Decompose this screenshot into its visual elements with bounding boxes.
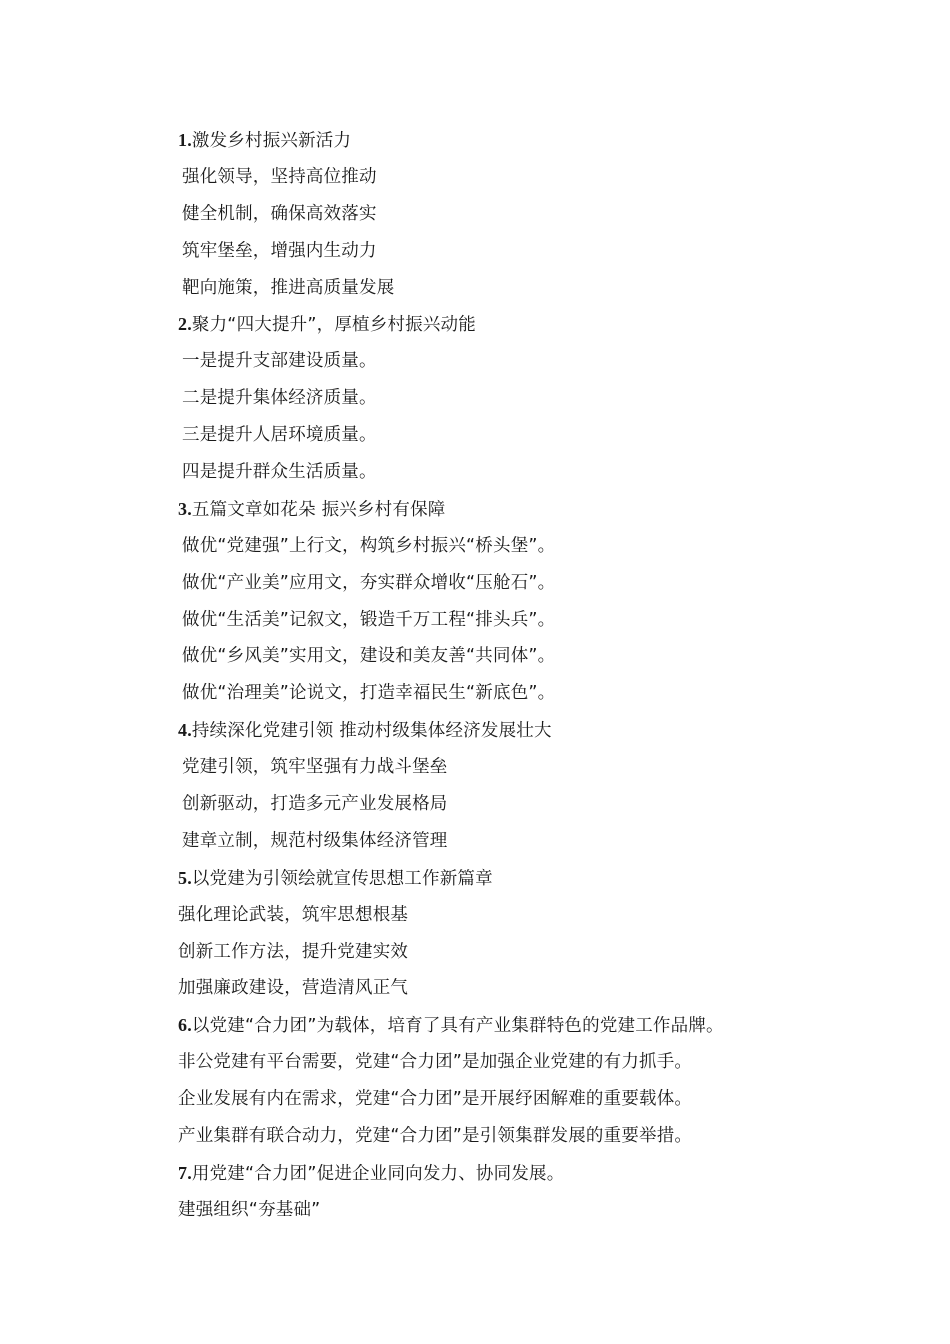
section-title: 用党建“合力团”促进企业同向发力、协同发展。 — [191, 1163, 565, 1184]
list-item: 非公党建有平台需要，党建“合力团”是加强企业党建的有力抓手。 — [178, 1052, 693, 1073]
section-number: 5. — [178, 867, 192, 888]
list-item: 四是提升群众生活质量。 — [182, 462, 377, 483]
list-item: 建章立制，规范村级集体经济管理 — [182, 830, 448, 851]
list-item: 靶向施策，推进高质量发展 — [182, 277, 395, 298]
list-item: 建强组织“夯基础” — [178, 1199, 321, 1220]
section-title: 聚力“四大提升”，厚植乡村振兴动能 — [191, 315, 476, 336]
list-item: 加强廉政建设，营造清风正气 — [178, 978, 409, 999]
list-item: 做优“党建强”上行文，构筑乡村振兴“桥头堡”。 — [182, 535, 556, 556]
section-number: 2. — [178, 314, 192, 335]
document-body — [178, 122, 878, 1229]
section-title: 以党建“合力团”为载体，培育了具有产业集群特色的党建工作品牌。 — [191, 1016, 724, 1037]
section-number: 1. — [178, 130, 192, 150]
list-item: 筑牢堡垒，增强内生动力 — [182, 240, 377, 261]
list-item: 创新工作方法，提升党建实效 — [178, 941, 409, 962]
list-item: 二是提升集体经济质量。 — [182, 388, 377, 409]
section-heading-2 — [178, 306, 878, 343]
list-item: 创新驱动，打造多元产业发展格局 — [182, 794, 448, 815]
section-title: 五篇文章如花朵 振兴乡村有保障 — [191, 499, 446, 520]
list-item: 做优“乡风美”实用文，建设和美友善“共同体”。 — [182, 646, 556, 667]
list-item: 产业集群有联合动力，党建“合力团”是引领集群发展的重要举措。 — [178, 1126, 693, 1147]
section-heading-7 — [178, 1155, 878, 1192]
list-item: 强化领导，坚持高位推动 — [182, 166, 377, 187]
list-item: 做优“产业美”应用文，夯实群众增收“压舱石”。 — [182, 572, 556, 593]
list-item: 做优“生活美”记叙文，锻造千万工程“排头兵”。 — [182, 609, 556, 630]
list-item: 一是提升支部建设质量。 — [182, 351, 377, 372]
list-item: 做优“治理美”论说文，打造幸福民生“新底色”。 — [182, 683, 556, 704]
section-number: 4. — [178, 720, 192, 741]
list-item: 三是提升人居环境质量。 — [182, 425, 377, 446]
section-heading-5 — [178, 860, 878, 897]
section-title: 持续深化党建引领 推动村级集体经济发展壮大 — [191, 721, 552, 742]
list-item: 企业发展有内在需求，党建“合力团”是开展纾困解难的重要载体。 — [178, 1089, 693, 1110]
list-item: 健全机制，确保高效落实 — [182, 203, 377, 224]
section-heading-1 — [178, 122, 878, 159]
section-number: 6. — [178, 1015, 192, 1036]
section-number: 3. — [178, 498, 192, 519]
section-number: 7. — [178, 1162, 192, 1183]
section-heading-6 — [178, 1007, 878, 1044]
list-item: 党建引领，筑牢坚强有力战斗堡垒 — [182, 757, 448, 778]
section-heading-3 — [178, 491, 878, 528]
list-item: 强化理论武装，筑牢思想根基 — [178, 904, 409, 925]
section-title: 以党建为引领绘就宣传思想工作新篇章 — [191, 868, 493, 889]
section-title: 激发乡村振兴新活力 — [191, 131, 352, 151]
section-heading-4 — [178, 712, 878, 749]
